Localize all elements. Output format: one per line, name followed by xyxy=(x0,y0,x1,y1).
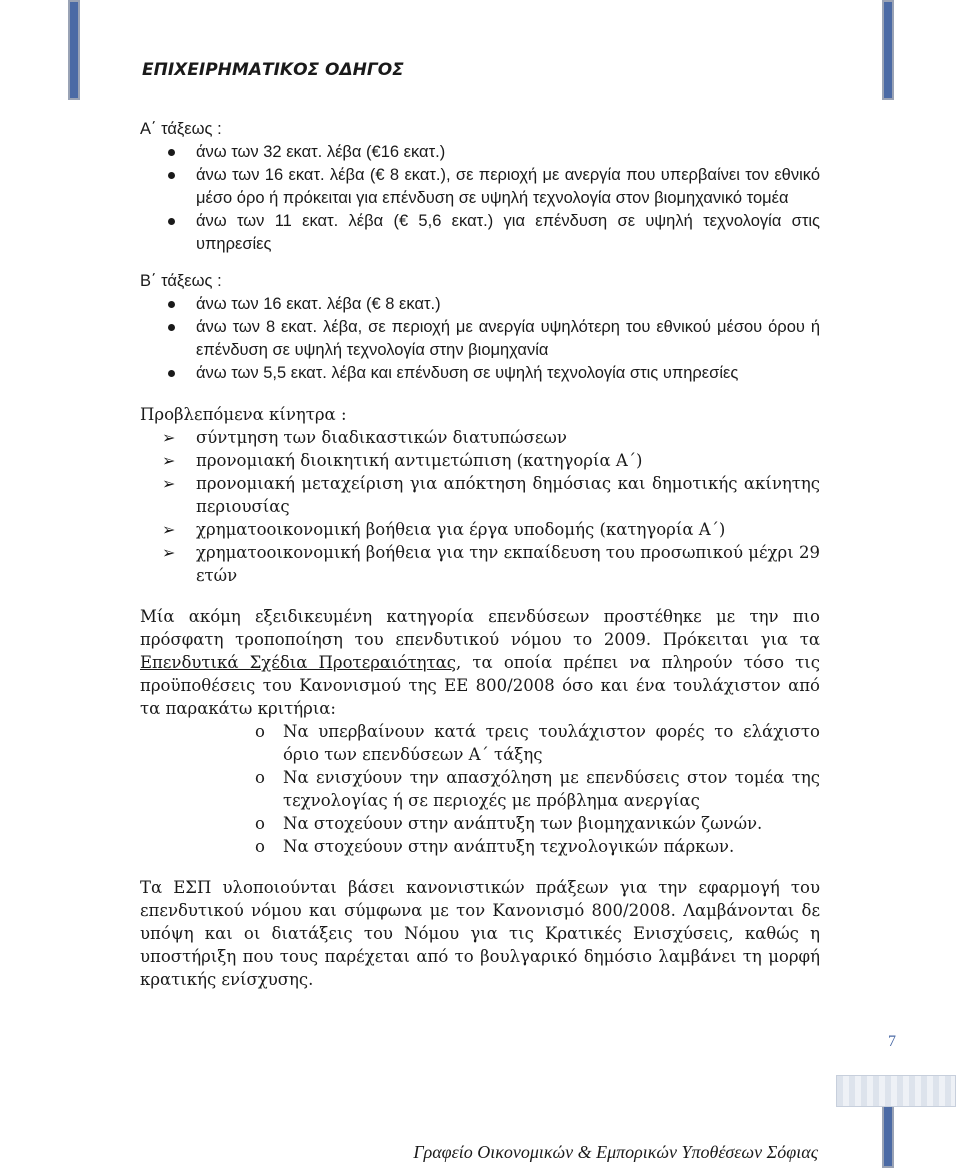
closing-paragraph: Τα ΕΣΠ υλοποιούνται βάσει κανονιστικών πράξεων για την εφαρμογή του επενδυτικού νόμου και σύμφωνα με τον Κανονισμό 800/2008. Λαμβάνονται δε υπόψη και οι διατάξεις του Νόμου για τις Κρατικές Ενισχύσεις, καθώς η υποστήριξη που τους παρέχεται από το βουλγαρικό δημόσιο λαμβάνει τη μορφή κρατικής ενίσχυσης. xyxy=(140,878,820,989)
page-header-title: ΕΠΙΧΕΙΡΗΜΑΤΙΚΟΣ ΟΔΗΓΟΣ xyxy=(142,60,404,80)
page-footer: Γραφείο Οικονομικών & Εμπορικών Υποθέσεων Σόφιας xyxy=(413,1142,818,1162)
section-a-list xyxy=(140,141,820,256)
esp-text-after: , τα οποία πρέπει να πληρούν τόσο τις προϋποθέσεις του Κανονισμού της ΕΕ 800/2008 όσο και ένα τουλάχιστον από τα παρακάτω κριτήρια: xyxy=(140,653,820,718)
list-item: άνω των 11 εκατ. λέβα (€ 5,6 εκατ.) για επένδυση σε υψηλή τεχνολογία στις υπηρεσίες xyxy=(140,210,820,256)
list-item: Να υπερβαίνουν κατά τρεις τουλάχιστον φορές το ελάχιστο όριο των επενδύσεων Α΄ τάξης xyxy=(283,722,820,764)
arrow-bullet-icon: ➢ xyxy=(162,520,176,539)
list-item: Να στοχεύουν στην ανάπτυξη των βιομηχανικών ζωνών. xyxy=(283,814,763,833)
document-body xyxy=(140,118,820,991)
list-item: άνω των 8 εκατ. λέβα, σε περιοχή με ανεργία υψηλότερη του εθνικού μέσου όρου ή επένδυση σε υψηλή τεχνολογία στην βιομηχανία xyxy=(140,316,820,362)
list-item: σύντμηση των διαδικαστικών διατυπώσεων xyxy=(196,428,567,447)
circle-bullet-icon: o xyxy=(255,768,265,787)
decorative-bar-left xyxy=(68,0,80,100)
circle-bullet-icon: o xyxy=(255,814,265,833)
list-item: άνω των 5,5 εκατ. λέβα και επένδυση σε υψηλή τεχνολογία στις υπηρεσίες xyxy=(140,362,820,385)
arrow-bullet-icon: ➢ xyxy=(162,474,176,493)
incentives-list xyxy=(140,426,820,587)
esp-underlined-term: Επενδυτικά Σχέδια Προτεραιότητας xyxy=(140,653,457,672)
criteria-list xyxy=(140,720,820,858)
list-item: χρηματοοικονομική βοήθεια για έργα υποδομής (κατηγορία Α΄) xyxy=(196,520,726,539)
arrow-bullet-icon: ➢ xyxy=(162,428,176,447)
section-b-heading: Β΄ τάξεως : xyxy=(140,272,222,290)
decorative-tab xyxy=(836,1075,956,1107)
circle-bullet-icon: o xyxy=(255,837,265,856)
arrow-bullet-icon: ➢ xyxy=(162,451,176,470)
list-item: Να στοχεύουν στην ανάπτυξη τεχνολογικών πάρκων. xyxy=(283,837,735,856)
incentives-heading: Προβλεπόμενα κίνητρα : xyxy=(140,405,347,424)
decorative-bar-right-top xyxy=(882,0,894,100)
list-item: άνω των 16 εκατ. λέβα (€ 8 εκατ.) xyxy=(140,293,820,316)
list-item: προνομιακή διοικητική αντιμετώπιση (κατηγορία Α΄) xyxy=(196,451,643,470)
list-item: Να ενισχύουν την απασχόληση με επενδύσεις στον τομέα της τεχνολογίας ή σε περιοχές με πρόβλημα ανεργίας xyxy=(283,768,820,810)
circle-bullet-icon: o xyxy=(255,722,265,741)
section-a-heading: Α΄ τάξεως : xyxy=(140,120,222,138)
esp-text-before: Μία ακόμη εξειδικευμένη κατηγορία επενδύσεων προστέθηκε με την πιο πρόσφατη τροποποίηση του επενδυτικού νόμου το 2009. Πρόκειται για τα xyxy=(140,607,820,649)
arrow-bullet-icon: ➢ xyxy=(162,543,176,562)
list-item: χρηματοοικονομική βοήθεια για την εκπαίδευση του προσωπικού μέχρι 29 ετών xyxy=(196,543,820,585)
list-item: άνω των 16 εκατ. λέβα (€ 8 εκατ.), σε περιοχή με ανεργία που υπερβαίνει τον εθνικό μέσο όρο ή πρόκειται για επένδυση σε υψηλή τεχνολογία στον βιομηχανικό τομέα xyxy=(140,164,820,210)
list-item: προνομιακή μεταχείριση για απόκτηση δημόσιας και δημοτικής ακίνητης περιουσίας xyxy=(196,474,820,516)
esp-paragraph xyxy=(140,605,820,720)
page-number: 7 xyxy=(888,1033,896,1050)
list-item: άνω των 32 εκατ. λέβα (€16 εκατ.) xyxy=(140,141,820,164)
section-b-list xyxy=(140,293,820,385)
